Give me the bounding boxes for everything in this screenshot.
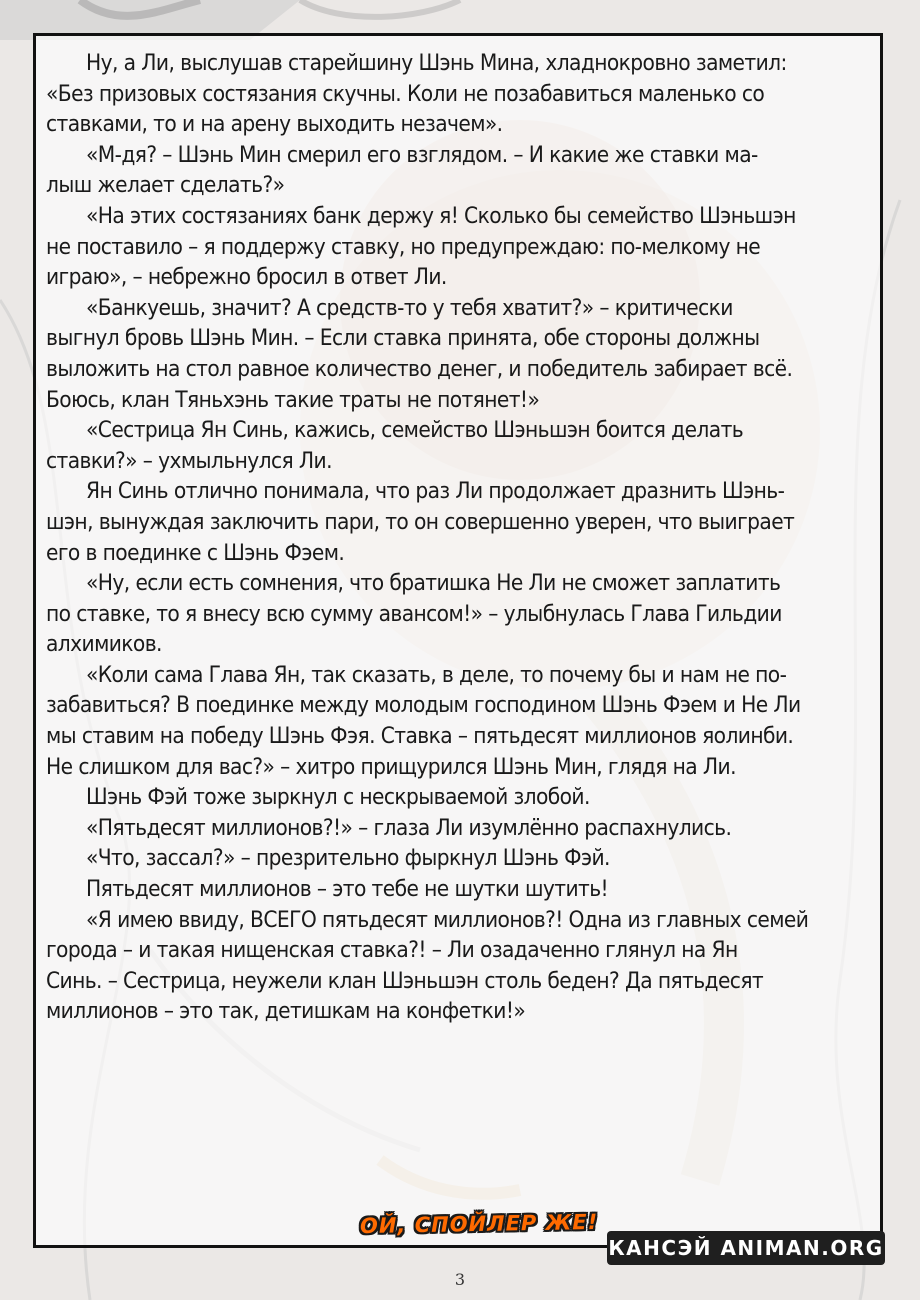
text-line: «Банкуешь, значит? А средств-то у тебя хватит?» – критически xyxy=(86,294,733,321)
text-line: «Что, зассал?» – презрительно фыркнул Шэнь Фэй. xyxy=(86,845,610,872)
text-line: Пятьдесят миллионов – это тебе не шутки шутить! xyxy=(86,876,609,903)
text-line: не поставило – я поддержу ставку, но предупреждаю: по-мелкому не xyxy=(46,233,761,260)
text-line: Не слишком для вас?» – хитро прищурился Шэнь Мин, глядя на Ли. xyxy=(46,753,736,780)
paragraph xyxy=(46,293,874,415)
text-line: «На этих состязаниях банк держу я! Сколько бы семейство Шэньшэн xyxy=(86,202,796,229)
text-line: ставки?» – ухмыльнулся Ли. xyxy=(46,447,332,474)
paragraph xyxy=(46,568,874,660)
text-line: Боюсь, клан Тяньхэнь такие траты не потянет!» xyxy=(46,386,540,413)
paragraph xyxy=(46,660,874,782)
page-number: 3 xyxy=(454,1270,466,1289)
text-line: выгнул бровь Шэнь Мин. – Если ставка принята, обе стороны должны xyxy=(46,325,760,352)
text-line: мы ставим на победу Шэнь Фэя. Ставка – пятьдесят миллионов яолинби. xyxy=(46,723,794,750)
text-line: забавиться? В поединке между молодым господином Шэнь Фэем и Не Ли xyxy=(46,692,801,719)
text-line: выложить на стол равное количество денег, и победитель забирает всё. xyxy=(46,355,793,382)
paragraph xyxy=(46,813,874,844)
text-panel xyxy=(33,33,883,1248)
text-line: Синь. – Сестрица, неужели клан Шэньшэн столь беден? Да пятьдесят xyxy=(46,967,764,994)
text-line: играю», – небрежно бросил в ответ Ли. xyxy=(46,264,447,291)
text-line: Ян Синь отлично понимала, что раз Ли продолжает дразнить Шэнь- xyxy=(86,478,785,505)
paragraph xyxy=(46,874,874,905)
text-line: «Сестрица Ян Синь, кажись, семейство Шэньшэн боится делать xyxy=(86,417,744,444)
text-line: «Без призовых состязания скучны. Коли не позабавиться маленько со xyxy=(46,80,765,107)
text-line: «Ну, если есть сомнения, что братишка Не Ли не сможет заплатить xyxy=(86,570,781,597)
text-line: его в поединке с Шэнь Фэем. xyxy=(46,539,345,566)
paragraph xyxy=(46,905,874,1027)
text-line: Шэнь Фэй тоже зыркнул с нескрываемой злобой. xyxy=(86,784,590,811)
text-line: алхимиков. xyxy=(46,631,162,658)
paragraph xyxy=(46,48,874,140)
text-line: по ставке, то я внесу всю сумму авансом!» – улыбнулась Глава Гильдии xyxy=(46,600,782,627)
credits-stamp: КАНСЭЙ ANIMAN.ORG xyxy=(607,1231,885,1265)
paragraph xyxy=(46,201,874,293)
paragraph xyxy=(46,843,874,874)
paragraph xyxy=(46,140,874,201)
text-line: шэн, вынуждая заключить пари, то он совершенно уверен, что выиграет xyxy=(46,508,795,535)
text-line: «Пятьдесят миллионов?!» – глаза Ли изумлённо распахнулись. xyxy=(86,814,732,841)
text-line: «Я имею ввиду, ВСЕГО пятьдесят миллионов?! Одна из главных семей xyxy=(86,906,809,933)
text-line: лыш желает сделать?» xyxy=(46,172,285,199)
text-line: миллионов – это так, детишкам на конфетки!» xyxy=(46,998,526,1025)
text-line: ставками, то и на арену выходить незачем». xyxy=(46,111,503,138)
text-line: города – и такая нищенская ставка?! – Ли озадаченно глянул на Ян xyxy=(46,937,738,964)
paragraph xyxy=(46,476,874,568)
text-line: «М-дя? – Шэнь Мин смерил его взглядом. – И какие же ставки ма- xyxy=(86,141,758,168)
text-line: Ну, а Ли, выслушав старейшину Шэнь Мина, хладнокровно заметил: xyxy=(86,50,787,76)
paragraph xyxy=(46,415,874,476)
paragraph xyxy=(46,782,874,813)
spoiler-stamp: ОЙ, СПОЙЛЕР ЖЕ! xyxy=(359,1209,599,1239)
text-line: «Коли сама Глава Ян, так сказать, в деле, то почему бы и нам не по- xyxy=(86,661,787,688)
